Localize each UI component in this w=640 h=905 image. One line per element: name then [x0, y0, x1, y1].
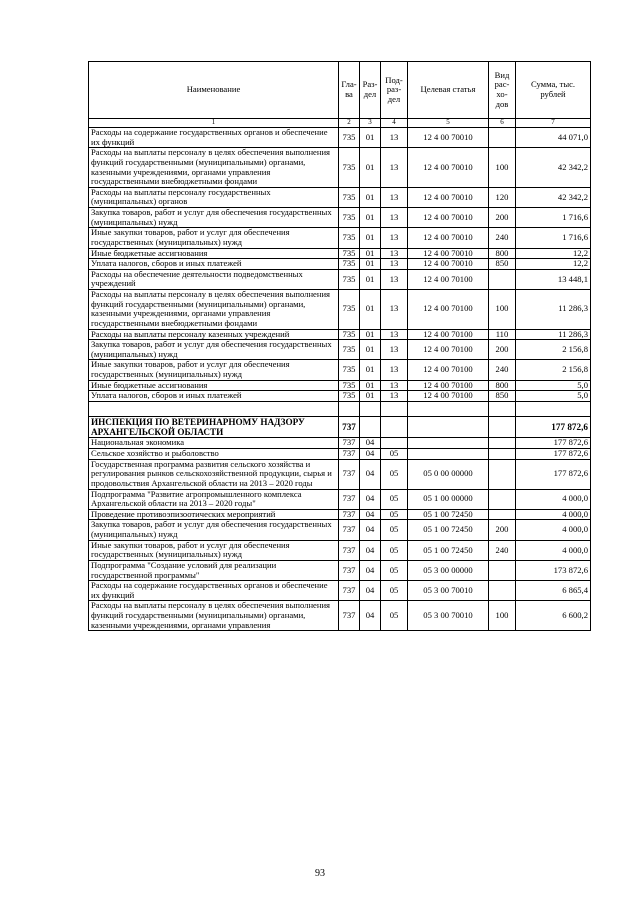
row-sum: 11 286,3 [516, 329, 591, 340]
row-section: 01 [360, 391, 381, 402]
row-subsection: 13 [381, 208, 408, 228]
table-row [89, 601, 591, 631]
row-chapter: 735 [339, 148, 360, 188]
row-section: 01 [360, 187, 381, 207]
row-target-item: 05 3 00 70010 [408, 601, 489, 631]
table-row [89, 449, 591, 460]
table-row [89, 438, 591, 449]
table-row [89, 248, 591, 259]
row-target-item: 05 3 00 00000 [408, 560, 489, 580]
column-number: 7 [516, 119, 591, 128]
row-sum: 1 716,6 [516, 228, 591, 248]
row-name: Закупка товаров, работ и услуг для обеспечения государственных (муниципальных) нужд [89, 208, 339, 228]
row-target-item: 12 4 00 70100 [408, 329, 489, 340]
row-target-item: 05 1 00 72450 [408, 520, 489, 540]
row-target-item: 12 4 00 70010 [408, 208, 489, 228]
row-section: 01 [360, 128, 381, 148]
row-sum: 42 342,2 [516, 148, 591, 188]
row-name: Подпрограмма "Создание условий для реализации государственной программы" [89, 560, 339, 580]
header-target-item: Целевая статья [408, 62, 489, 119]
row-sum: 4 000,0 [516, 489, 591, 509]
row-expense-type [489, 459, 516, 489]
row-subsection: 05 [381, 581, 408, 601]
table-row [89, 128, 591, 148]
row-sum: 13 448,1 [516, 269, 591, 289]
row-chapter: 737 [339, 601, 360, 631]
row-target-item: 12 4 00 70100 [408, 360, 489, 380]
table-row [89, 187, 591, 207]
row-subsection: 13 [381, 228, 408, 248]
table-row [89, 360, 591, 380]
row-subsection: 13 [381, 128, 408, 148]
page-number: 93 [315, 868, 325, 879]
row-subsection: 05 [381, 449, 408, 460]
table-row [89, 489, 591, 509]
row-expense-type [489, 509, 516, 520]
row-expense-type: 200 [489, 208, 516, 228]
row-expense-type: 100 [489, 148, 516, 188]
row-section: 04 [360, 540, 381, 560]
row-target-item [408, 438, 489, 449]
row-chapter: 737 [339, 416, 360, 438]
header-expense-type: Вид рас-хо-дов [489, 62, 516, 119]
table-row [89, 401, 591, 416]
header-chapter: Гла-ва [339, 62, 360, 119]
table-row [89, 560, 591, 580]
row-target-item: 12 4 00 70010 [408, 128, 489, 148]
row-section: 04 [360, 449, 381, 460]
row-target-item: 12 4 00 70010 [408, 187, 489, 207]
column-number: 3 [360, 119, 381, 128]
row-expense-type: 850 [489, 391, 516, 402]
row-name: Иные закупки товаров, работ и услуг для обеспечения государственных (муниципальных) нужд [89, 228, 339, 248]
table-row [89, 228, 591, 248]
row-chapter: 735 [339, 187, 360, 207]
row-subsection: 13 [381, 187, 408, 207]
row-name: Уплата налогов, сборов и иных платежей [89, 391, 339, 402]
row-sum: 177 872,6 [516, 449, 591, 460]
row-section: 01 [360, 228, 381, 248]
row-sum: 5,0 [516, 380, 591, 391]
row-chapter: 735 [339, 228, 360, 248]
row-expense-type [489, 449, 516, 460]
table-row [89, 581, 591, 601]
column-number: 1 [89, 119, 339, 128]
row-name: ИНСПЕКЦИЯ ПО ВЕТЕРИНАРНОМУ НАДЗОРУ АРХАНГЕЛЬСКОЙ ОБЛАСТИ [89, 416, 339, 438]
row-expense-type: 200 [489, 520, 516, 540]
table-row [89, 540, 591, 560]
row-section: 04 [360, 459, 381, 489]
row-chapter: 737 [339, 540, 360, 560]
row-section: 01 [360, 329, 381, 340]
row-chapter: 735 [339, 380, 360, 391]
table-row [89, 208, 591, 228]
row-section: 04 [360, 560, 381, 580]
row-subsection: 05 [381, 540, 408, 560]
budget-table [88, 61, 591, 631]
header-section: Раз-дел [360, 62, 381, 119]
row-chapter: 735 [339, 208, 360, 228]
row-target-item [408, 449, 489, 460]
table-row [89, 380, 591, 391]
row-chapter: 735 [339, 391, 360, 402]
row-target-item: 12 4 00 70010 [408, 228, 489, 248]
row-chapter [339, 401, 360, 416]
row-expense-type [489, 560, 516, 580]
row-subsection: 05 [381, 459, 408, 489]
row-subsection: 05 [381, 509, 408, 520]
row-section: 04 [360, 520, 381, 540]
row-sum [516, 401, 591, 416]
row-section: 04 [360, 509, 381, 520]
table-row [89, 340, 591, 360]
row-name: Расходы на выплаты персоналу казенных учреждений [89, 329, 339, 340]
row-chapter: 737 [339, 560, 360, 580]
row-sum: 2 156,8 [516, 360, 591, 380]
row-sum: 6 600,2 [516, 601, 591, 631]
row-section [360, 401, 381, 416]
row-target-item: 12 4 00 70100 [408, 290, 489, 330]
row-subsection: 13 [381, 329, 408, 340]
header-name: Наименование [89, 62, 339, 119]
row-chapter: 737 [339, 520, 360, 540]
row-section: 01 [360, 360, 381, 380]
row-sum: 2 156,8 [516, 340, 591, 360]
row-subsection: 13 [381, 248, 408, 259]
row-target-item: 12 4 00 70100 [408, 391, 489, 402]
row-chapter: 735 [339, 340, 360, 360]
row-chapter: 735 [339, 290, 360, 330]
row-name: Уплата налогов, сборов и иных платежей [89, 259, 339, 270]
row-target-item: 12 4 00 70100 [408, 340, 489, 360]
table-row [89, 416, 591, 438]
column-number: 5 [408, 119, 489, 128]
row-section: 04 [360, 489, 381, 509]
row-section: 04 [360, 438, 381, 449]
row-chapter: 737 [339, 449, 360, 460]
row-target-item: 12 4 00 70010 [408, 259, 489, 270]
column-number: 6 [489, 119, 516, 128]
row-sum: 11 286,3 [516, 290, 591, 330]
row-expense-type: 240 [489, 360, 516, 380]
row-chapter: 735 [339, 259, 360, 270]
row-sum: 42 342,2 [516, 187, 591, 207]
row-section: 01 [360, 259, 381, 270]
row-subsection: 13 [381, 259, 408, 270]
row-name: Расходы на выплаты персоналу в целях обеспечения выполнения функций государственными (муниципальными) органами, казенными учреждениями, органами управления государственными внебюджетными фондами [89, 148, 339, 188]
row-expense-type: 100 [489, 290, 516, 330]
table-row [89, 329, 591, 340]
row-name: Национальная экономика [89, 438, 339, 449]
row-expense-type: 240 [489, 228, 516, 248]
row-name: Иные закупки товаров, работ и услуг для обеспечения государственных (муниципальных) нужд [89, 540, 339, 560]
header-sum: Сумма, тыс. рублей [516, 62, 591, 119]
row-name: Расходы на содержание государственных органов и обеспечение их функций [89, 581, 339, 601]
row-target-item: 12 4 00 70100 [408, 380, 489, 391]
row-name: Подпрограмма "Развитие агропромышленного комплекса Архангельской области на 2013 – 2020 годы" [89, 489, 339, 509]
row-sum: 4 000,0 [516, 520, 591, 540]
row-expense-type: 110 [489, 329, 516, 340]
table-row [89, 269, 591, 289]
row-expense-type: 800 [489, 380, 516, 391]
row-sum: 177 872,6 [516, 459, 591, 489]
row-chapter: 737 [339, 489, 360, 509]
row-target-item [408, 401, 489, 416]
row-chapter: 737 [339, 438, 360, 449]
row-expense-type: 800 [489, 248, 516, 259]
row-subsection: 05 [381, 489, 408, 509]
table-row [89, 290, 591, 330]
row-section: 04 [360, 581, 381, 601]
row-expense-type [489, 128, 516, 148]
row-sum: 44 071,0 [516, 128, 591, 148]
row-name: Расходы на содержание государственных органов и обеспечение их функций [89, 128, 339, 148]
row-target-item: 12 4 00 70010 [408, 248, 489, 259]
row-name: Закупка товаров, работ и услуг для обеспечения государственных (муниципальных) нужд [89, 340, 339, 360]
row-target-item: 05 0 00 00000 [408, 459, 489, 489]
row-subsection: 13 [381, 391, 408, 402]
column-number: 4 [381, 119, 408, 128]
row-sum: 177 872,6 [516, 438, 591, 449]
row-target-item: 12 4 00 70100 [408, 269, 489, 289]
row-name: Иные бюджетные ассигнования [89, 248, 339, 259]
row-subsection: 13 [381, 360, 408, 380]
table-row [89, 391, 591, 402]
row-name: Расходы на выплаты персоналу в целях обеспечения выполнения функций государственными (муниципальными) органами, казенными учреждениями, органами управления государственными внебюджетными фондами [89, 290, 339, 330]
row-chapter: 737 [339, 509, 360, 520]
row-target-item: 12 4 00 70010 [408, 148, 489, 188]
row-chapter: 735 [339, 360, 360, 380]
row-sum: 5,0 [516, 391, 591, 402]
row-name: Расходы на выплаты персоналу в целях обеспечения выполнения функций государственными (муниципальными) органами, казенными учреждениями, органами управления [89, 601, 339, 631]
table-row [89, 148, 591, 188]
row-subsection [381, 416, 408, 438]
row-chapter: 735 [339, 329, 360, 340]
row-section: 01 [360, 290, 381, 330]
row-subsection: 13 [381, 380, 408, 391]
row-expense-type: 200 [489, 340, 516, 360]
row-sum: 173 872,6 [516, 560, 591, 580]
table-row [89, 509, 591, 520]
row-target-item: 05 1 00 72450 [408, 509, 489, 520]
table-body [89, 128, 591, 631]
row-chapter: 737 [339, 581, 360, 601]
row-target-item: 05 1 00 00000 [408, 489, 489, 509]
row-chapter: 735 [339, 128, 360, 148]
table-row [89, 459, 591, 489]
row-expense-type [489, 416, 516, 438]
row-section: 01 [360, 380, 381, 391]
row-subsection [381, 401, 408, 416]
row-name: Закупка товаров, работ и услуг для обеспечения государственных (муниципальных) нужд [89, 520, 339, 540]
row-subsection: 05 [381, 601, 408, 631]
row-chapter: 735 [339, 248, 360, 259]
row-expense-type: 240 [489, 540, 516, 560]
table-row [89, 259, 591, 270]
row-subsection: 05 [381, 520, 408, 540]
row-name: Расходы на обеспечение деятельности подведомственных учреждений [89, 269, 339, 289]
row-name [89, 401, 339, 416]
row-expense-type [489, 269, 516, 289]
row-expense-type: 850 [489, 259, 516, 270]
row-sum: 4 000,0 [516, 509, 591, 520]
row-sum: 4 000,0 [516, 540, 591, 560]
header-subsection: Под-раз-дел [381, 62, 408, 119]
row-sum: 12,2 [516, 259, 591, 270]
row-target-item: 05 1 00 72450 [408, 540, 489, 560]
row-subsection: 13 [381, 290, 408, 330]
row-section: 01 [360, 208, 381, 228]
row-sum: 1 716,6 [516, 208, 591, 228]
row-subsection [381, 438, 408, 449]
row-subsection: 13 [381, 148, 408, 188]
header-row [89, 62, 591, 119]
row-subsection: 13 [381, 269, 408, 289]
row-section: 01 [360, 340, 381, 360]
row-subsection: 13 [381, 340, 408, 360]
row-expense-type [489, 489, 516, 509]
row-target-item [408, 416, 489, 438]
row-expense-type: 100 [489, 601, 516, 631]
row-name: Иные бюджетные ассигнования [89, 380, 339, 391]
table-row [89, 520, 591, 540]
row-name: Сельское хозяйство и рыболовство [89, 449, 339, 460]
row-sum: 177 872,6 [516, 416, 591, 438]
row-name: Проведение противоэпизоотических мероприятий [89, 509, 339, 520]
row-name: Государственная программа развития сельского хозяйства и регулирования рынков сельскохозяйственной продукции, сырья и продовольствия Архангельской области на 2013 – 2020 годы [89, 459, 339, 489]
row-sum: 12,2 [516, 248, 591, 259]
row-section: 04 [360, 601, 381, 631]
row-subsection: 05 [381, 560, 408, 580]
row-expense-type [489, 401, 516, 416]
row-expense-type: 120 [489, 187, 516, 207]
row-section [360, 416, 381, 438]
row-target-item: 05 3 00 70010 [408, 581, 489, 601]
row-section: 01 [360, 148, 381, 188]
row-section: 01 [360, 269, 381, 289]
row-chapter: 737 [339, 459, 360, 489]
row-section: 01 [360, 248, 381, 259]
row-name: Иные закупки товаров, работ и услуг для обеспечения государственных (муниципальных) нужд [89, 360, 339, 380]
column-number: 2 [339, 119, 360, 128]
row-sum: 6 865,4 [516, 581, 591, 601]
row-expense-type [489, 581, 516, 601]
row-expense-type [489, 438, 516, 449]
row-name: Расходы на выплаты персоналу государственных (муниципальных) органов [89, 187, 339, 207]
row-chapter: 735 [339, 269, 360, 289]
